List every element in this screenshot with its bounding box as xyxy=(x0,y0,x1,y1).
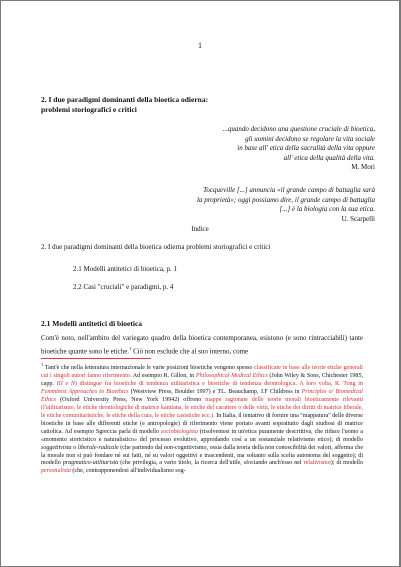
footnote-text: «momento storicistico e naturalistico» del processo evolutivo, approdando così a un sostanziale xyxy=(41,436,286,443)
footnote-text: Tant'è che nella letteratura internazionale le varie posizioni bioetiche vengono spesso xyxy=(43,365,255,372)
page-number: 1 xyxy=(198,41,202,50)
body-paragraph xyxy=(41,334,363,356)
footnote-highlight: III e N xyxy=(56,380,75,387)
toc-entry-chapter[interactable]: 2. I due paradigmi dominanti della bioetica odierna problemi storiografici e critici xyxy=(41,243,271,251)
footnote-term: sociobiologista xyxy=(160,428,198,435)
body-text: Com'è noto, nell'ambito del variegato quadro della bioetica contemporanea, esistono (e sono xyxy=(41,334,307,342)
footnote-text: (Oxford University Press, New York 19942) offrono xyxy=(56,396,202,403)
toc-entry-section-1[interactable]: 2.1 Modelli antitetici di bioetica, p. 1 xyxy=(73,265,178,273)
footnote-book-title: Femminist Approaches to Bioethics xyxy=(41,388,129,395)
footnote-text: Ad esempio R. Gillon, in xyxy=(131,372,196,379)
chapter-heading-line-2: problemi storiografici e critici xyxy=(41,105,137,114)
epigraph-line: Tocqueville [...] annuncia «il grande campo di battaglia sarà xyxy=(203,186,375,194)
footnote-term: soggettivista xyxy=(41,444,72,451)
footnote-text: ); di modello xyxy=(330,460,363,467)
body-text: Ciò non esclude che al suo interno, come xyxy=(131,346,249,355)
epigraph-line: gli uomini decidono se regolare la vita sociale xyxy=(245,134,375,143)
footnote-highlight: bioetiche di tendenza utilitaristica e bioetiche di tendenza deontologica. A loro volta, R. Tong in xyxy=(114,380,363,387)
footnote-highlight: matrice kantiana, le etiche del carattere o delle virtù, le etiche dei diritti di matrice liberale, le etiche xyxy=(41,404,363,419)
epigraph-mori xyxy=(223,125,375,173)
footnote-highlight: in base alle teorie etiche generali cui i singoli autori fanno riferimento. xyxy=(41,365,363,379)
footnote-text: ossia dalla teoria della non conoscibilità dei valori, afferma che la morale non si può fondare né sui xyxy=(41,444,364,459)
epigraph-line: in base all' etica della sacralità della vita oppure xyxy=(237,144,375,153)
epigraph-scarpelli xyxy=(197,186,375,224)
footnote-text: (che privilegia, a vario titolo, la ricerca dell'utile, sfociando xyxy=(118,460,268,467)
footnote-book-title: Philosophical Medical Ethics xyxy=(195,372,268,379)
footnote-separator xyxy=(41,358,151,359)
index-title: Indice xyxy=(191,225,209,233)
footnote-term: personalista xyxy=(41,468,71,475)
footnote-highlight: mappe ragionate delle teorie morali bioeticamente rilevanti (l'utilitarismo, le etiche deontologiche di xyxy=(41,396,363,411)
footnote-text: (risolventesi in un'etica puramente descrittiva, che riduce l'uomo a xyxy=(197,428,363,435)
footnote-text: Childress in xyxy=(269,388,302,395)
footnote-ref[interactable]: 1 xyxy=(129,345,132,351)
footnote-text: (John Wiley & Sons, Chichester 1985, capp. xyxy=(41,372,363,387)
toc-entry-section-2[interactable]: 2.2 Casi "cruciali" e paradigmi, p. 4 xyxy=(73,283,174,291)
footnote-text: (Westview Press, Boulder 1997) e TL. Beauchamp, J.F xyxy=(128,388,268,395)
footnote xyxy=(41,361,363,476)
footnote-book-title: Principles o/ Biomedical Ethics xyxy=(41,388,363,403)
footnote-text: anch'esso nel xyxy=(269,460,304,467)
footnote-text: "mappatura" delle diverse bioetiche in base alle differenti etiche (e antropologie) di riferimento xyxy=(41,412,363,427)
chapter-heading xyxy=(41,95,208,115)
footnote-highlight: classificate xyxy=(254,365,281,372)
epigraph-line: la proprietà»; oggi possiamo dire, il grande campo di battaglia xyxy=(197,195,375,204)
footnote-term: liberale-radicale xyxy=(77,444,119,451)
footnote-text: viene portato avanti soprattutto dagli studiosi di matrice cattolica. Ad esempio Sgreccia parla di xyxy=(41,420,363,435)
body-text: rintracciabili) tante bioetiche quante sono le etiche. xyxy=(41,334,364,355)
footnote-text: o xyxy=(71,444,78,451)
epigraph-author: U. Scarpelli xyxy=(341,214,375,223)
footnote-text: modello xyxy=(41,460,63,467)
epigraph-line: ...quando decidono una questione cruciale di bioetica, xyxy=(222,125,375,133)
section-title: 2.1 Modelli antitetici di bioetica xyxy=(41,319,143,328)
footnote-highlight: ) distingue fra xyxy=(74,380,112,387)
footnote-mark: 1 xyxy=(41,362,44,367)
footnote-text: In Italia, il tentativo di fornire una xyxy=(214,412,299,419)
footnote-highlight: relativismo xyxy=(303,460,331,467)
footnote-text: (che partendo dal non-cognitivismo, xyxy=(118,444,209,451)
epigraph-line: [...] è la biologia con la sua etica. xyxy=(279,205,375,214)
footnote-text: modello xyxy=(139,428,161,435)
footnote-highlight: comunitaristiche, le etiche della cura, le etiche casistiche ecc.). xyxy=(62,412,215,419)
footnote-text: relativismo etico); di modello xyxy=(287,436,363,443)
epigraph-line: all' etica della qualità della vita. xyxy=(283,153,375,162)
document-page xyxy=(1,1,399,566)
footnote-term: pragmatico-utilitarista xyxy=(62,460,119,467)
footnote-text: (che, contrapponendosi all'individualismo sog- xyxy=(70,468,186,475)
epigraph-author: M. Mori xyxy=(351,163,375,172)
chapter-heading-line-1: 2. I due paradigmi dominanti della bioetica odierna: xyxy=(41,95,209,104)
footnote-text: fatti, né su valori oggettivi e trascendenti, ma soltanto sulla scelta autonoma del soggetto); di xyxy=(131,452,363,459)
